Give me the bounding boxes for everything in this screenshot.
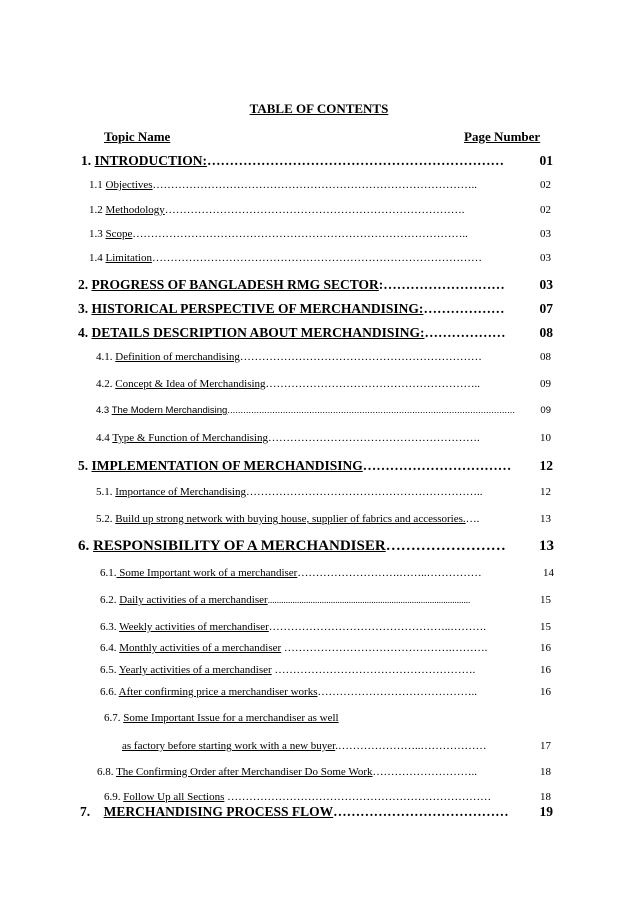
entry-number: 1.3 — [89, 228, 103, 240]
toc-entry[interactable] — [0, 712, 638, 730]
dot-leader: ……………………………………………………….. — [245, 486, 483, 498]
toc-entry[interactable] — [0, 432, 638, 450]
entry-label[interactable]: DETAILS DESCRIPTION ABOUT MERCHANDISING: — [91, 325, 425, 340]
toc-entry[interactable] — [0, 804, 638, 822]
entry-page-number: 01 — [539, 153, 553, 168]
entry-label[interactable]: IMPLEMENTATION OF MERCHANDISING — [91, 458, 363, 473]
entry-label[interactable]: Weekly activities of merchandiser — [119, 621, 269, 633]
entry-page-number: 09 — [540, 378, 551, 390]
toc-entry[interactable] — [0, 594, 638, 612]
entry-label[interactable]: Scope — [105, 228, 133, 240]
entry-page-number: 17 — [540, 740, 551, 752]
entry-number: 5.2. — [96, 513, 113, 525]
entry-label[interactable]: Concept & Idea of Merchandising — [115, 378, 266, 390]
entry-number: 6.9. — [104, 791, 121, 803]
entry-number: 1. — [81, 153, 92, 168]
entry-page-number: 15 — [540, 594, 551, 606]
entry-label[interactable]: Definition of merchandising — [115, 351, 240, 363]
dot-leader: ………………………………………………………………………. — [164, 204, 465, 216]
entry-page-number: 03 — [539, 277, 553, 292]
entry-label[interactable]: HISTORICAL PERSPECTIVE OF MERCHANDISING: — [91, 301, 424, 316]
entry-number: 6.7. — [104, 712, 121, 724]
dot-leader: .......................................................................................... — [267, 595, 471, 605]
dot-leader: ……………………….. — [372, 766, 477, 778]
toc-entry-continuation[interactable] — [0, 740, 638, 758]
entry-label[interactable]: RESPONSIBILITY OF A MERCHANDISER — [93, 538, 386, 554]
toc-entry[interactable] — [0, 405, 638, 423]
entry-page-number: 09 — [540, 405, 551, 416]
entry-page-number: 08 — [540, 351, 551, 363]
toc-entry[interactable] — [0, 301, 638, 319]
dot-leader: ……………………………………………………………………………….. — [132, 228, 468, 240]
entry-number: 6.4. — [100, 642, 117, 654]
entry-number: 6.5. — [100, 664, 117, 676]
entry-page-number: 15 — [540, 621, 551, 633]
entry-number: 6.2. — [100, 594, 117, 606]
toc-entry[interactable] — [0, 513, 638, 531]
toc-entry[interactable] — [0, 204, 638, 222]
toc-entry[interactable] — [0, 664, 638, 682]
dot-leader: ……………… — [424, 325, 506, 340]
dot-leader: ………………………………………………………… — [239, 351, 482, 363]
entry-label[interactable]: The Modern Merchandising — [111, 405, 228, 416]
entry-page-number: 16 — [540, 642, 551, 654]
entry-label[interactable]: Some Important Issue for a merchandiser as well — [123, 712, 339, 724]
entry-number: 6.3. — [100, 621, 117, 633]
entry-number: 4.4 — [96, 432, 110, 444]
entry-number: 1.1 — [89, 179, 103, 191]
entry-number: 6.1. — [100, 567, 117, 579]
toc-entry[interactable] — [0, 642, 638, 660]
entry-label[interactable]: Objectives — [105, 179, 153, 191]
entry-label[interactable]: Limitation — [105, 252, 152, 264]
dot-leader: …………………………………………………………………………….. — [152, 179, 478, 191]
toc-entry[interactable] — [0, 325, 638, 343]
entry-number: 4. — [78, 325, 89, 340]
toc-entry[interactable] — [0, 686, 638, 704]
entry-number: 3. — [78, 301, 89, 316]
entry-number: 1.2 — [89, 204, 103, 216]
dot-leader: …………………………………………..………. — [268, 621, 487, 633]
entry-number: 6. — [78, 538, 90, 554]
entry-number: 5. — [78, 458, 89, 473]
dot-leader: ……………………………………………………………… — [224, 791, 492, 803]
entry-page-number: 03 — [540, 252, 551, 264]
entry-page-number: 02 — [540, 179, 551, 191]
entry-label[interactable]: Some Important work of a merchandiser — [116, 567, 298, 579]
entry-label[interactable]: Daily activities of a merchandiser — [119, 594, 268, 606]
entry-page-number: 19 — [539, 804, 553, 819]
toc-entry[interactable] — [0, 486, 638, 504]
entry-page-number: 10 — [540, 432, 551, 444]
entry-page-number: 12 — [540, 486, 551, 498]
toc-entry[interactable] — [0, 228, 638, 246]
dot-leader: ………………………………… — [333, 804, 509, 819]
entry-label[interactable]: The Confirming Order after Merchandiser Do Some Work — [116, 766, 373, 778]
entry-page-number: 16 — [540, 664, 551, 676]
page-number-header: Page Number — [464, 129, 541, 144]
entry-number: 6.6. — [100, 686, 117, 698]
entry-label[interactable]: Monthly activities of a merchandiser — [119, 642, 282, 654]
entry-number: 6.8. — [97, 766, 114, 778]
entry-label[interactable]: Yearly activities of a merchandiser — [118, 664, 272, 676]
toc-entry[interactable] — [0, 277, 638, 295]
entry-number: 1.4 — [89, 252, 103, 264]
dot-leader: ………………………………………………….. — [265, 378, 481, 390]
entry-number: 5.1. — [96, 486, 113, 498]
entry-page-number: 03 — [540, 228, 551, 240]
entry-page-number: 13 — [540, 513, 551, 525]
entry-page-number: 12 — [539, 458, 553, 473]
toc-entry[interactable] — [0, 538, 638, 556]
dot-leader: …………………… — [385, 538, 506, 554]
entry-page-number: 02 — [540, 204, 551, 216]
dot-leader: ............................................................................................................. — [227, 405, 516, 416]
dot-leader: …………………………… — [362, 458, 512, 473]
dot-leader: …………………………………………………. — [267, 432, 480, 444]
entry-label[interactable]: INTRODUCTION: — [94, 153, 208, 168]
entry-page-number: 13 — [539, 538, 554, 554]
dot-leader: ……………………………………………………………………………… — [151, 252, 482, 264]
toc-entry[interactable] — [0, 567, 638, 585]
dot-leader: ………………………………………………. — [271, 664, 476, 676]
entry-page-number: 18 — [540, 766, 551, 778]
entry-number: 4.1. — [96, 351, 113, 363]
toc-entry[interactable] — [0, 621, 638, 639]
entry-label[interactable]: Methodology — [105, 204, 165, 216]
toc-title: TABLE OF CONTENTS — [249, 101, 389, 116]
toc-entry[interactable] — [0, 378, 638, 396]
toc-entry[interactable] — [0, 458, 638, 476]
entry-label[interactable]: PROGRESS OF BANGLADESH RMG SECTOR — [91, 277, 379, 292]
entry-label[interactable]: as factory before starting work with a new buyer — [122, 740, 336, 752]
dot-leader: ……………… — [423, 301, 505, 316]
entry-number: 7. — [80, 804, 91, 819]
entry-number: 4.3 — [96, 405, 110, 416]
entry-number: 2. — [78, 277, 89, 292]
entry-label[interactable]: Importance of Merchandising — [115, 486, 246, 498]
entry-label[interactable]: Build up strong network with buying house, supplier of fabrics and accessories. — [115, 513, 466, 525]
entry-page-number: 07 — [539, 301, 553, 316]
entry-number: 4.2. — [96, 378, 113, 390]
toc-entry[interactable] — [0, 351, 638, 369]
entry-label[interactable]: MERCHANDISING PROCESS FLOW — [103, 804, 334, 819]
entry-label[interactable]: Type & Function of Merchandising — [112, 432, 268, 444]
entry-page-number: 14 — [543, 567, 554, 579]
dot-leader: ………………………………………………………… — [207, 153, 505, 168]
dot-leader: .…………………..……………… — [335, 740, 487, 752]
toc-entry[interactable] — [0, 153, 638, 171]
topic-name-header: Topic Name — [104, 129, 171, 144]
toc-entry[interactable] — [0, 252, 638, 270]
dot-leader: ……………………………………….………. — [281, 642, 488, 654]
toc-entry[interactable] — [0, 179, 638, 197]
entry-label[interactable]: Follow Up all Sections — [123, 791, 225, 803]
dot-leader: ……………………….……..…………… — [297, 567, 482, 579]
entry-page-number: 18 — [540, 791, 551, 803]
entry-page-number: 16 — [540, 686, 551, 698]
entry-label[interactable]: After confirming price a merchandiser works — [118, 686, 318, 698]
entry-page-number: 08 — [539, 325, 553, 340]
dot-leader: …. — [465, 513, 480, 525]
toc-entry[interactable] — [0, 766, 638, 784]
dot-leader: :……………………… — [378, 277, 505, 292]
dot-leader: …………………………………….. — [317, 686, 477, 698]
